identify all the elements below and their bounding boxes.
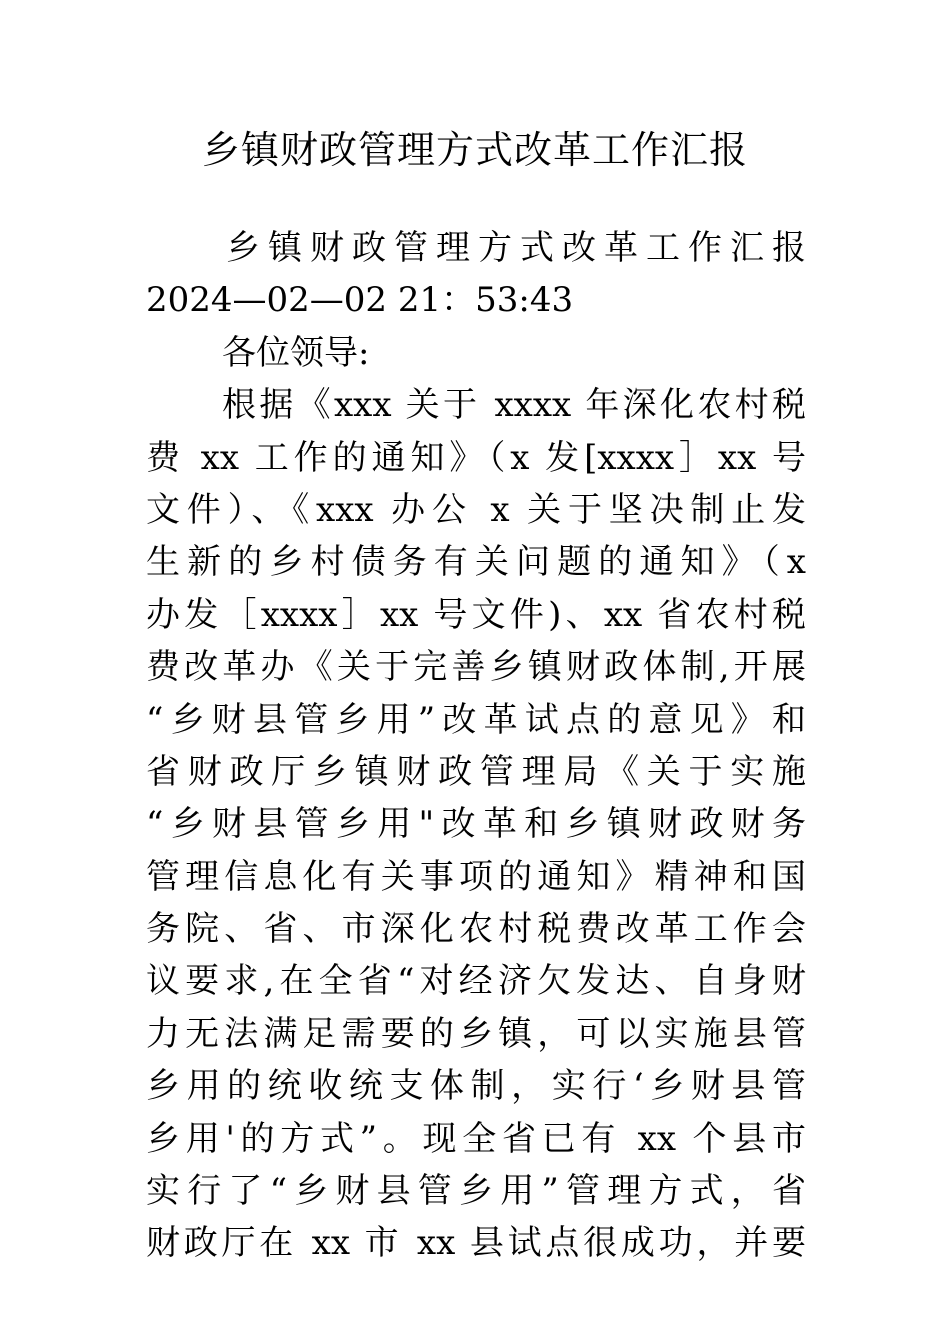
body-line: 办发［xxxx］xx 号文件)、xx 省农村税 — [146, 594, 806, 635]
body-line: 根据《xxx 关于 xxxx 年深化农村税 — [222, 385, 806, 426]
body-line: 文件）、《xxx 办公 x 关于坚决制止发 — [146, 489, 806, 530]
body-line: 务院、省、市深化农村税费改革工作会 — [146, 909, 806, 950]
body-line: 实行了“乡财县管乡用”管理方式，省 — [146, 1171, 806, 1212]
body-line-subtitle: 乡镇财政管理方式改革工作汇报 — [226, 228, 806, 268]
body-line: 乡用的统收统支体制，实行‘乡财县管 — [146, 1066, 806, 1107]
document-body — [146, 222, 806, 1270]
body-line: 议要求,在全省“对经济欠发达、自身财 — [146, 961, 806, 1002]
body-line: 费 xx 工作的通知》（x 发[xxxx］xx 号 — [146, 437, 806, 478]
document-title: 乡镇财政管理方式改革工作汇报 — [201, 128, 748, 172]
body-line: 省财政厅乡镇财政管理局《关于实施 — [146, 751, 806, 792]
body-line: 力无法满足需要的乡镇，可以实施县管 — [146, 1013, 806, 1054]
body-line: “乡财县管乡用"改革和乡镇财政财务 — [146, 804, 806, 845]
body-line: 财政厅在 xx 市 xx 县试点很成功，并要 — [146, 1223, 806, 1264]
body-line: 乡用'的方式”。现全省已有 xx 个县市 — [146, 1118, 806, 1159]
body-line-timestamp: 2024—02—02 21：53:43 — [146, 280, 574, 321]
body-line: 费改革办《关于完善乡镇财政体制,开展 — [146, 647, 806, 688]
body-line: “乡财县管乡用”改革试点的意见》和 — [146, 699, 806, 740]
body-line: 生新的乡村债务有关问题的通知》（x — [146, 542, 806, 583]
body-line: 管理信息化有关事项的通知》精神和国 — [146, 856, 806, 897]
body-line-salutation: 各位领导: — [222, 332, 370, 373]
